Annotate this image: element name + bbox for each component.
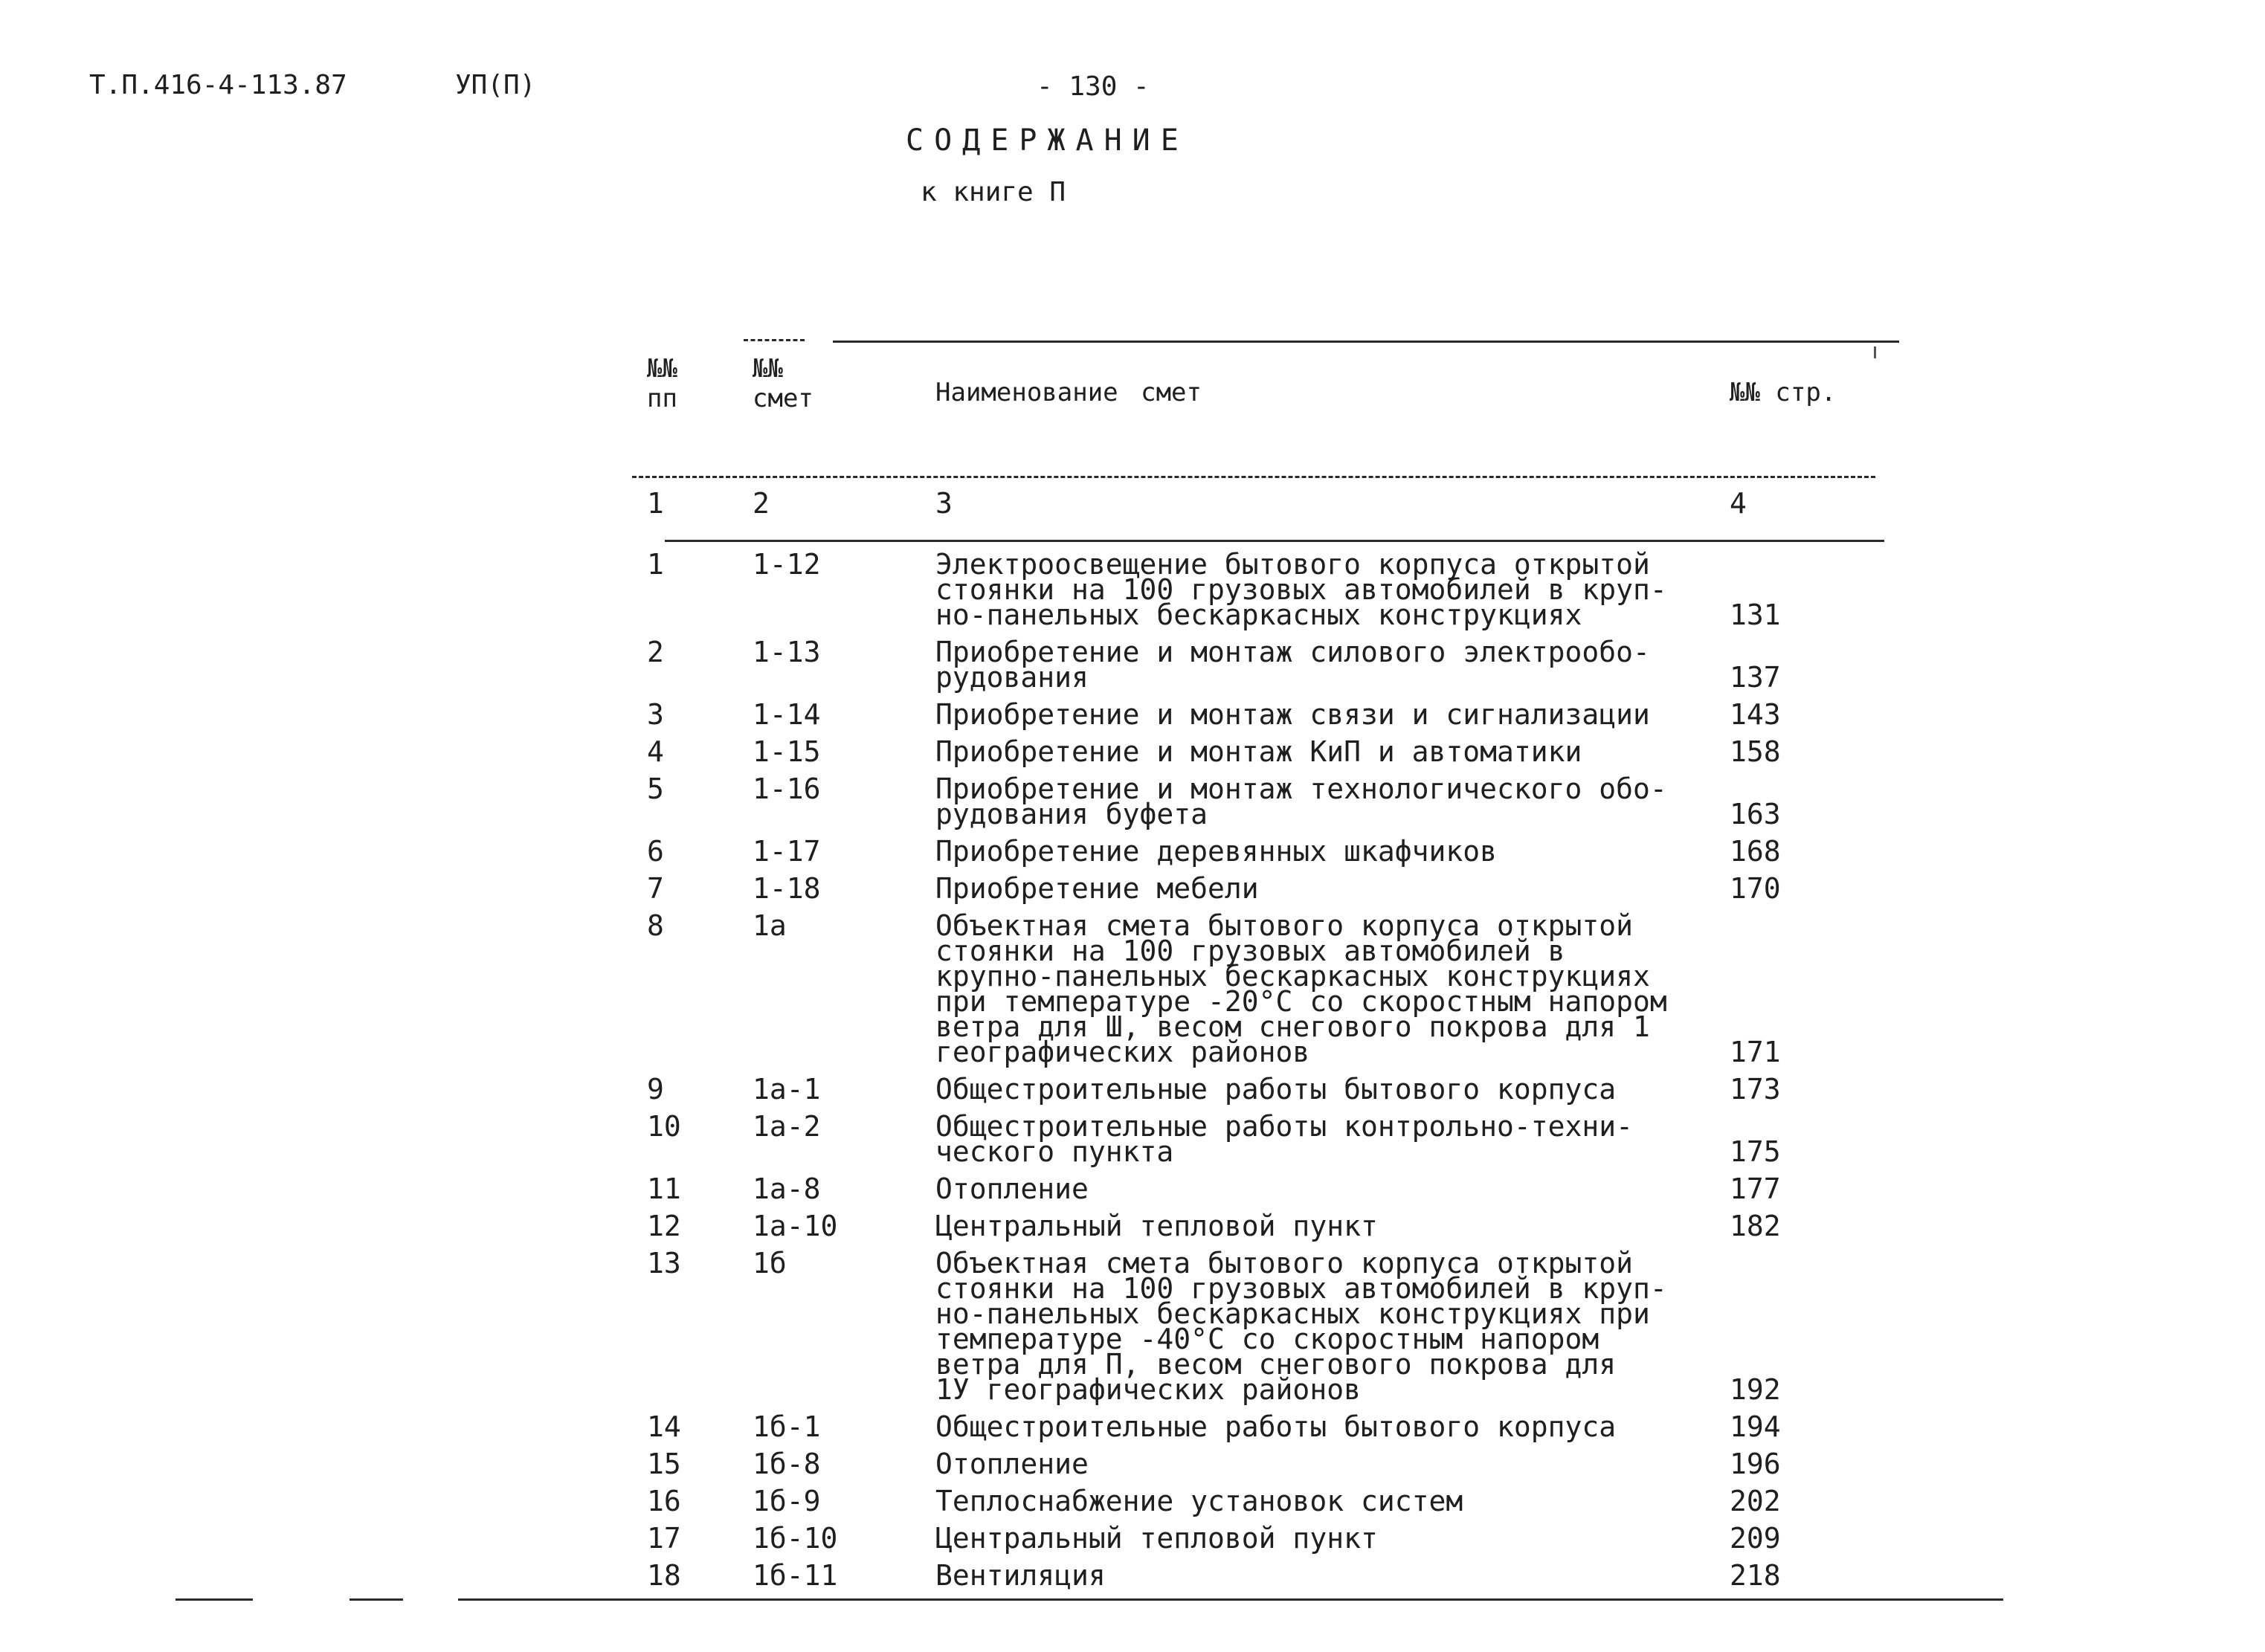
estimate-name (935, 1073, 1617, 1106)
page-ref: 175 (1730, 1135, 1781, 1168)
footer-rule-left (175, 1598, 253, 1601)
estimate-name-line: крупно-панельных бескаркасных конструкциях (935, 960, 1650, 993)
row-number: 17 (647, 1522, 681, 1555)
estimate-name-line: Объектная смета бытового корпуса открытой (935, 909, 1633, 942)
row-number: 14 (647, 1410, 681, 1443)
estimate-name (935, 548, 1667, 631)
estimate-name (935, 1485, 1463, 1517)
column-number-1: 1 (647, 487, 664, 520)
estimate-name-line: стоянки на 100 грузовых автомобилей в круп- (935, 1272, 1667, 1305)
estimate-name (935, 735, 1582, 768)
estimate-name-line: Теплоснабжение установок систем (935, 1485, 1463, 1517)
estimate-name (935, 1210, 1378, 1242)
estimate-name-line: рудования (935, 661, 1089, 694)
page-ref: 192 (1730, 1373, 1781, 1406)
column-number-4: 4 (1730, 487, 1747, 520)
page-ref: 131 (1730, 598, 1781, 631)
estimate-name (935, 1559, 1106, 1592)
row-number: 1 (647, 548, 664, 581)
page-number: - 130 - (1037, 71, 1150, 102)
estimate-number: 1б-11 (753, 1559, 838, 1592)
page-ref: 218 (1730, 1559, 1781, 1592)
page-ref: 143 (1730, 698, 1781, 731)
estimate-name (935, 872, 1259, 905)
estimate-name-line: Общестроительные работы бытового корпуса (935, 1410, 1617, 1443)
column-header-smet: №№ смет (753, 354, 813, 413)
estimate-number: 1а-10 (753, 1210, 838, 1242)
row-number: 3 (647, 698, 664, 731)
page-ref: 171 (1730, 1036, 1781, 1068)
page-ref: 182 (1730, 1210, 1781, 1242)
page-ref: 137 (1730, 661, 1781, 694)
row-number: 4 (647, 735, 664, 768)
estimate-number: 1-17 (753, 835, 821, 868)
estimate-name (935, 835, 1497, 868)
estimate-name-line: географических районов (935, 1036, 1310, 1068)
estimate-number: 1-13 (753, 636, 821, 668)
row-number: 16 (647, 1485, 681, 1517)
table-top-rule-left (744, 339, 805, 341)
estimate-name-line: ветра для П, весом снегового покрова для (935, 1348, 1617, 1381)
row-number: 9 (647, 1073, 664, 1106)
estimate-name-line: стоянки на 100 грузовых автомобилей в круп- (935, 573, 1667, 606)
album-code: УП(П) (455, 70, 536, 100)
estimate-number: 1-15 (753, 735, 821, 768)
estimate-name-line: рудования буфета (935, 798, 1208, 830)
estimate-name-line: Приобретение деревянных шкафчиков (935, 835, 1497, 868)
estimate-number: 1а (753, 909, 787, 942)
row-number: 12 (647, 1210, 681, 1242)
row-number: 2 (647, 636, 664, 668)
estimate-number: 1б-1 (753, 1410, 821, 1443)
estimate-number: 1б-9 (753, 1485, 821, 1517)
estimate-name-line: Приобретение и монтаж технологического обо- (935, 772, 1667, 805)
row-number: 10 (647, 1110, 681, 1143)
row-number: 15 (647, 1448, 681, 1480)
header-bottom-rule (632, 476, 1875, 478)
page-ref: 163 (1730, 798, 1781, 830)
estimate-name-line: Приобретение и монтаж связи и сигнализации (935, 698, 1650, 731)
estimate-name-line: ческого пункта (935, 1135, 1174, 1168)
estimate-number: 1-18 (753, 872, 821, 905)
estimate-name-line: температуре -40°С со скоростным напором (935, 1323, 1599, 1355)
estimate-number: 1б-8 (753, 1448, 821, 1480)
estimate-name (935, 1522, 1378, 1555)
estimate-name-line: 1У географических районов (935, 1373, 1361, 1406)
column-number-2: 2 (753, 487, 770, 520)
page-subtitle: к книге П (921, 177, 1066, 207)
estimate-number: 1б (753, 1247, 787, 1280)
estimate-name-line: Отопление (935, 1448, 1089, 1480)
page-ref: 196 (1730, 1448, 1781, 1480)
column-header-pp: №№ пп (647, 354, 677, 413)
estimate-name-line: Приобретение мебели (935, 872, 1259, 905)
column-numbers-rule (665, 540, 1884, 542)
estimate-name (935, 1172, 1089, 1205)
estimate-name-line: но-панельных бескаркасных конструкциях (935, 598, 1582, 631)
estimate-name (935, 909, 1667, 1068)
estimate-name-line: Вентиляция (935, 1559, 1106, 1592)
row-number: 11 (647, 1172, 681, 1205)
page-ref: 194 (1730, 1410, 1781, 1443)
page-ref: 170 (1730, 872, 1781, 905)
row-number: 18 (647, 1559, 681, 1592)
page-ref: 177 (1730, 1172, 1781, 1205)
estimate-number: 1а-8 (753, 1172, 821, 1205)
estimate-name-line: Центральный тепловой пункт (935, 1522, 1378, 1555)
estimate-number: 1-14 (753, 698, 821, 731)
footer-rule-mid (349, 1598, 403, 1601)
estimate-name (935, 1110, 1633, 1168)
estimate-name-line: Отопление (935, 1172, 1089, 1205)
table-corner-mark (1874, 346, 1876, 358)
estimate-number: 1а-1 (753, 1073, 821, 1106)
estimate-name (935, 1410, 1617, 1443)
estimate-name-line: Общестроительные работы бытового корпуса (935, 1073, 1617, 1106)
estimate-name-line: ветра для Ш, весом снегового покрова для 1 (935, 1010, 1650, 1043)
estimate-number: 1а-2 (753, 1110, 821, 1143)
column-header-page: №№ стр. (1730, 378, 1837, 407)
row-number: 5 (647, 772, 664, 805)
estimate-name-line: Приобретение и монтаж КиП и автоматики (935, 735, 1582, 768)
page-ref: 209 (1730, 1522, 1781, 1555)
page-ref: 158 (1730, 735, 1781, 768)
estimate-name (935, 1247, 1667, 1406)
estimate-name-line: стоянки на 100 грузовых автомобилей в (935, 935, 1565, 967)
estimate-name (935, 636, 1650, 694)
estimate-name-line: Приобретение и монтаж силового электрообо- (935, 636, 1650, 668)
row-number: 13 (647, 1247, 681, 1280)
row-number: 7 (647, 872, 664, 905)
column-header-name: Наименование смет (935, 378, 1202, 407)
estimate-number: 1б-10 (753, 1522, 838, 1555)
page-ref: 202 (1730, 1485, 1781, 1517)
estimate-name (935, 772, 1667, 830)
row-number: 8 (647, 909, 664, 942)
column-number-3: 3 (935, 487, 953, 520)
estimate-name-line: Электроосвещение бытового корпуса открытой (935, 548, 1650, 581)
page-ref: 168 (1730, 835, 1781, 868)
estimate-name-line: при температуре -20°С со скоростным напором (935, 985, 1667, 1018)
table-top-rule (833, 341, 1899, 343)
estimate-name-line: но-панельных бескаркасных конструкциях при (935, 1297, 1650, 1330)
estimate-name (935, 1448, 1089, 1480)
table-bottom-rule (458, 1598, 2003, 1601)
page-ref: 173 (1730, 1073, 1781, 1106)
estimate-number: 1-12 (753, 548, 821, 581)
estimate-name-line: Центральный тепловой пункт (935, 1210, 1378, 1242)
document-code: Т.П.416-4-113.87 (89, 70, 347, 100)
estimate-name-line: Общестроительные работы контрольно-техни- (935, 1110, 1633, 1143)
estimate-number: 1-16 (753, 772, 821, 805)
estimate-name-line: Объектная смета бытового корпуса открытой (935, 1247, 1633, 1280)
row-number: 6 (647, 835, 664, 868)
estimate-name (935, 698, 1650, 731)
page-title: СОДЕРЖАНИЕ (906, 123, 1189, 158)
